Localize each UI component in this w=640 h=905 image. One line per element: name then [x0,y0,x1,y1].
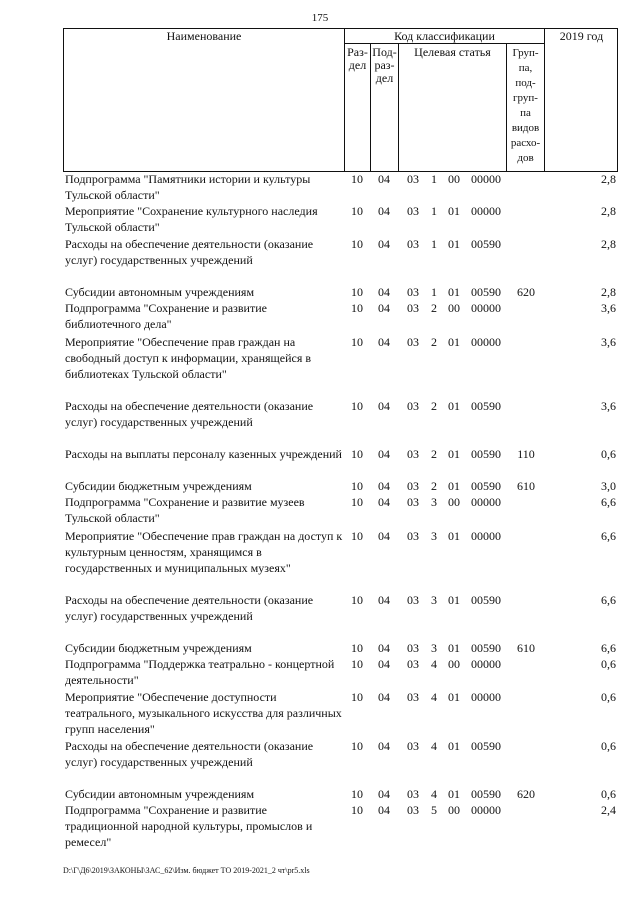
section-code: 10 [351,399,363,413]
subsection-code: 04 [378,204,390,218]
subsection-code: 04 [378,495,390,509]
header-target: Целевая статья [414,45,491,59]
target-code-2: 2 [431,399,437,413]
row-amount: 3,6 [601,335,616,349]
row-name: Подпрограмма "Поддержка театрально - концертной деятельности" [65,657,335,687]
target-code-4: 00590 [471,479,501,493]
table-header [63,28,618,172]
target-code-1: 03 [407,787,419,801]
target-code-1: 03 [407,690,419,704]
target-code-3: 01 [448,285,460,299]
target-code-1: 03 [407,301,419,315]
target-code-4: 00590 [471,399,501,413]
subsection-code: 04 [378,335,390,349]
target-code-2: 4 [431,657,437,671]
target-code-2: 2 [431,479,437,493]
subsection-code: 04 [378,657,390,671]
target-code-3: 01 [448,641,460,655]
target-code-1: 03 [407,479,419,493]
target-code-3: 01 [448,529,460,543]
target-code-2: 2 [431,447,437,461]
target-code-3: 00 [448,803,460,817]
subsection-code: 04 [378,285,390,299]
row-amount: 3,0 [601,479,616,493]
target-code-2: 3 [431,495,437,509]
target-code-4: 00000 [471,657,501,671]
row-name: Расходы на обеспечение деятельности (оказание услуг) государственных учреждений [65,237,314,267]
target-code-1: 03 [407,172,419,186]
section-code: 10 [351,335,363,349]
row-amount: 2,8 [601,237,616,251]
target-code-3: 00 [448,301,460,315]
target-code-4: 00000 [471,803,501,817]
row-name: Мероприятие "Обеспечение прав граждан на свободный доступ к информации, хранящейся в библиотеках Тульской области" [65,335,312,381]
row-amount: 0,6 [601,447,616,461]
row-amount: 0,6 [601,787,616,801]
target-code-2: 5 [431,803,437,817]
row-amount: 3,6 [601,301,616,315]
row-name: Мероприятие "Сохранение культурного наследия Тульской области" [65,204,318,234]
target-code-2: 2 [431,301,437,315]
target-code-1: 03 [407,335,419,349]
target-code-3: 01 [448,739,460,753]
target-code-3: 01 [448,479,460,493]
row-name: Подпрограмма "Памятники истории и культуры Тульской области" [65,172,311,202]
row-name: Субсидии бюджетным учреждениям [65,479,252,493]
row-amount: 6,6 [601,641,616,655]
header-year: 2019 год [559,29,604,43]
row-name: Субсидии автономным учреждениям [65,787,255,801]
target-code-1: 03 [407,803,419,817]
target-code-1: 03 [407,739,419,753]
subsection-code: 04 [378,593,390,607]
subsection-code: 04 [378,237,390,251]
section-code: 10 [351,447,363,461]
subsection-code: 04 [378,739,390,753]
target-code-4: 00000 [471,301,501,315]
section-code: 10 [351,204,363,218]
target-code-4: 00000 [471,335,501,349]
row-name: Мероприятие "Обеспечение прав граждан на доступ к культурным ценностям, хранящимся в государственных и муниципальных музеях" [65,529,343,575]
target-code-4: 00000 [471,690,501,704]
section-code: 10 [351,301,363,315]
target-code-1: 03 [407,285,419,299]
header-subsection: Под- раз- дел [372,45,397,85]
target-code-1: 03 [407,237,419,251]
target-code-4: 00590 [471,739,501,753]
target-code-3: 01 [448,787,460,801]
target-code-2: 1 [431,285,437,299]
target-code-4: 00590 [471,447,501,461]
target-code-1: 03 [407,495,419,509]
subsection-code: 04 [378,447,390,461]
subsection-code: 04 [378,529,390,543]
row-amount: 0,6 [601,657,616,671]
target-code-3: 00 [448,172,460,186]
subsection-code: 04 [378,690,390,704]
header-divider [398,43,399,172]
page-number: 175 [311,12,329,24]
section-code: 10 [351,787,363,801]
subsection-code: 04 [378,641,390,655]
target-code-3: 00 [448,495,460,509]
group-code: 110 [517,447,535,461]
target-code-3: 01 [448,690,460,704]
row-amount: 0,6 [601,739,616,753]
target-code-3: 01 [448,593,460,607]
row-name: Расходы на выплаты персоналу казенных учреждений [65,447,342,461]
row-amount: 3,6 [601,399,616,413]
target-code-2: 1 [431,172,437,186]
target-code-2: 4 [431,787,437,801]
group-code: 610 [517,479,535,493]
row-name: Расходы на обеспечение деятельности (оказание услуг) государственных учреждений [65,593,314,623]
header-section: Раз- дел [347,45,368,72]
header-group: Груп- па, под- груп- па видов расхо- дов [510,47,541,164]
subsection-code: 04 [378,803,390,817]
row-name: Подпрограмма "Сохранение и развитие традиционной народной культуры, промыслов и ремесел" [65,803,313,849]
target-code-4: 00000 [471,204,501,218]
section-code: 10 [351,803,363,817]
target-code-2: 1 [431,204,437,218]
section-code: 10 [351,690,363,704]
section-code: 10 [351,237,363,251]
target-code-2: 3 [431,641,437,655]
target-code-4: 00000 [471,529,501,543]
target-code-2: 1 [431,237,437,251]
section-code: 10 [351,285,363,299]
row-name: Субсидии автономным учреждениям [65,285,255,299]
row-name: Субсидии бюджетным учреждениям [65,641,252,655]
target-code-2: 4 [431,739,437,753]
target-code-4: 00590 [471,593,501,607]
target-code-4: 00590 [471,641,501,655]
row-name: Подпрограмма "Сохранение и развитие библиотечного дела" [65,301,267,331]
row-amount: 0,6 [601,690,616,704]
target-code-1: 03 [407,593,419,607]
section-code: 10 [351,495,363,509]
row-name: Расходы на обеспечение деятельности (оказание услуг) государственных учреждений [65,739,314,769]
row-amount: 2,4 [601,803,616,817]
row-amount: 6,6 [601,529,616,543]
header-name: Наименование [166,29,242,43]
group-code: 620 [517,285,535,299]
row-amount: 6,6 [601,495,616,509]
target-code-2: 3 [431,529,437,543]
section-code: 10 [351,641,363,655]
target-code-1: 03 [407,447,419,461]
target-code-3: 01 [448,399,460,413]
row-amount: 2,8 [601,204,616,218]
target-code-1: 03 [407,657,419,671]
section-code: 10 [351,739,363,753]
target-code-3: 01 [448,335,460,349]
target-code-4: 00590 [471,787,501,801]
subsection-code: 04 [378,172,390,186]
group-code: 610 [517,641,535,655]
target-code-3: 00 [448,657,460,671]
target-code-4: 00590 [471,285,501,299]
target-code-2: 4 [431,690,437,704]
target-code-3: 01 [448,204,460,218]
row-name: Мероприятие "Обеспечение доступности театрального, музыкального искусства для различных групп населения" [65,690,342,736]
header-divider [344,43,544,44]
row-amount: 2,8 [601,172,616,186]
row-amount: 2,8 [601,285,616,299]
subsection-code: 04 [378,479,390,493]
target-code-4: 00000 [471,172,501,186]
group-code: 620 [517,787,535,801]
target-code-4: 00590 [471,237,501,251]
section-code: 10 [351,172,363,186]
section-code: 10 [351,529,363,543]
subsection-code: 04 [378,787,390,801]
header-classification: Код классификации [394,29,495,43]
section-code: 10 [351,479,363,493]
target-code-1: 03 [407,204,419,218]
subsection-code: 04 [378,301,390,315]
target-code-1: 03 [407,529,419,543]
target-code-2: 2 [431,335,437,349]
section-code: 10 [351,657,363,671]
target-code-2: 3 [431,593,437,607]
target-code-1: 03 [407,399,419,413]
target-code-3: 01 [448,237,460,251]
target-code-4: 00000 [471,495,501,509]
section-code: 10 [351,593,363,607]
footer-path: D:\Г\Д6\2019\ЗАКОНЫ\ЗАС_62\Изм. бюджет ТО 2019-2021_2 чт\pr5.xls [63,866,310,875]
row-name: Расходы на обеспечение деятельности (оказание услуг) государственных учреждений [65,399,314,429]
target-code-1: 03 [407,641,419,655]
row-amount: 6,6 [601,593,616,607]
row-name: Подпрограмма "Сохранение и развитие музеев Тульской области" [65,495,305,525]
target-code-3: 01 [448,447,460,461]
header-divider [544,29,545,172]
subsection-code: 04 [378,399,390,413]
